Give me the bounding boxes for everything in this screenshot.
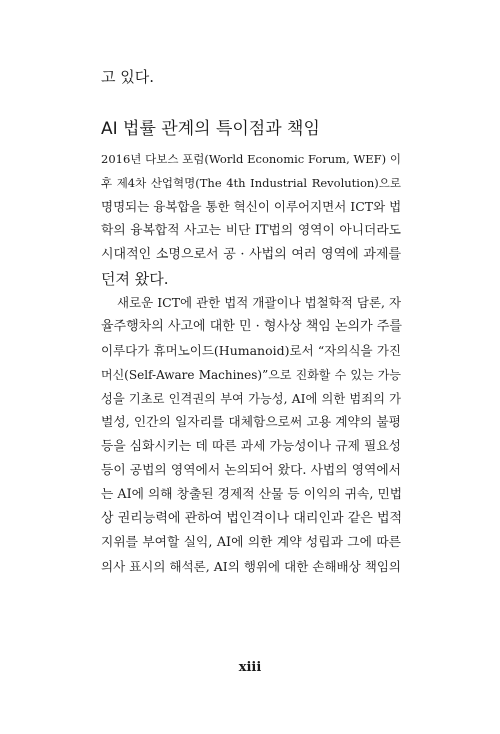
paragraph-1-line: 명명되는 융복합을 통한 혁신이 이루어지면서 ICT와 법 (101, 199, 402, 214)
paragraph-1-line: 시대적인 소명으로서 공 · 사법의 여러 영역에 과제를 (101, 247, 401, 262)
paragraph-2-line: 이루다가 휴머노이드(Humanoid)로서 “자의식을 가진 (101, 343, 401, 358)
paragraph-2-line: 율주행차의 사고에 대한 민 · 형사상 책임 논의가 주를 (101, 319, 402, 334)
continuation-line: 고 있다. (101, 68, 155, 86)
paragraph-2-line: 는 AI에 의해 창출된 경제적 산물 등 이익의 귀속, 민법 (101, 487, 403, 502)
paragraph-2-line: 등이 공법의 영역에서 논의되어 왔다. 사법의 영역에서 (101, 463, 401, 478)
paragraph-1-line: 후 제4차 산업혁명(The 4th Industrial Revolution)으로 (101, 176, 401, 190)
paragraph-2-line: 벌성, 인간의 일자리를 대체함으로써 고용 계약의 불평 (101, 415, 401, 430)
page-number: xiii (238, 660, 262, 675)
paragraph-2-line: 지위를 부여할 실익, AI에 의한 계약 성립과 그에 따른 (101, 535, 401, 550)
paragraph-1-line: 학의 융복합적 사고는 비단 IT법의 영역이 아니더라도 (101, 223, 401, 238)
paragraph-2-line: 새로운 ICT에 관한 법적 개괄이나 법철학적 담론, 자 (117, 295, 402, 310)
paragraph-2-line: 성을 기초로 인격권의 부여 가능성, AI에 의한 범죄의 가 (101, 392, 401, 406)
paragraph-1-line: 던져 왔다. (101, 270, 169, 288)
section-heading: AI 법률 관계의 특이점과 책임 (101, 119, 320, 139)
paragraph-2-line: 등을 심화시키는 데 따른 과세 가능성이나 규제 필요성 (101, 439, 401, 454)
paragraph-2-line: 의사 표시의 해석론, AI의 행위에 대한 손해배상 책임의 (101, 559, 401, 574)
paragraph-1-line: 2016년 다보스 포럼(World Economic Forum, WEF) 이 (101, 152, 401, 166)
paragraph-2-line: 상 권리능력에 관하여 법인격이나 대리인과 같은 법적 (101, 511, 403, 526)
paragraph-2-line: 머신(Self-Aware Machines)”으로 진화할 수 있는 가능 (101, 368, 401, 382)
